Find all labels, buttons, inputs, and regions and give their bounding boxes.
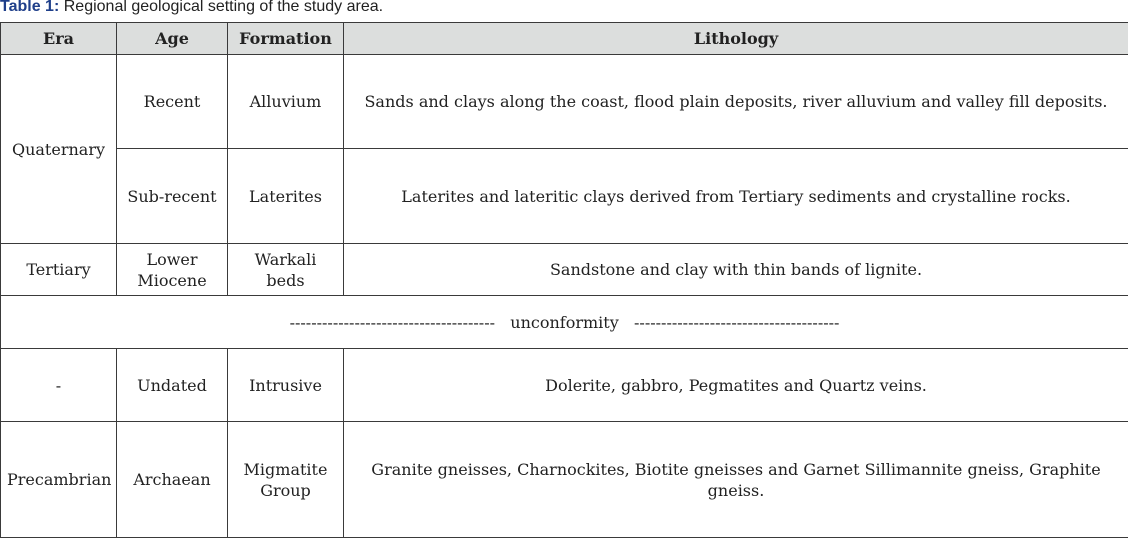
formation-cell: Intrusive [228, 349, 344, 422]
unconformity-dashes-right: -------------------------------------- [634, 312, 840, 332]
unconformity-row [1, 296, 1128, 349]
header-row [1, 23, 1128, 55]
era-cell: Tertiary [1, 244, 117, 296]
table-row [1, 244, 1128, 296]
table-row [1, 422, 1128, 538]
age-cell: Undated [117, 349, 228, 422]
formation-line: Group [260, 480, 311, 500]
header-era: Era [1, 23, 117, 55]
header-formation: Formation [228, 23, 344, 55]
formation-line: Migmatite [243, 459, 328, 479]
lithology-cell: Sandstone and clay with thin bands of lignite. [344, 244, 1128, 296]
table-row [1, 55, 1128, 149]
table-caption [0, 0, 383, 17]
lithology-cell: Granite gneisses, Charnockites, Biotite gneisses and Garnet Sillimannite gneiss, Graphite gneiss. [344, 422, 1128, 538]
geology-table [0, 22, 1128, 538]
formation-line: Warkali [254, 249, 317, 269]
lithology-cell: Sands and clays along the coast, flood plain deposits, river alluvium and valley fill deposits. [344, 55, 1128, 149]
caption-label: Table 1: [0, 0, 60, 15]
age-cell [117, 244, 228, 296]
header-lithology: Lithology [344, 23, 1128, 55]
era-cell: Quaternary [1, 55, 117, 244]
table-row [1, 149, 1128, 244]
formation-line: beds [266, 270, 305, 290]
unconformity-cell [1, 296, 1128, 349]
era-cell: Precambrian [1, 422, 117, 538]
header-age: Age [117, 23, 228, 55]
age-line: Miocene [137, 270, 207, 290]
age-cell: Sub-recent [117, 149, 228, 244]
lithology-cell: Dolerite, gabbro, Pegmatites and Quartz veins. [344, 349, 1128, 422]
unconformity-dashes-left: -------------------------------------- [289, 312, 495, 332]
age-line: Lower [146, 249, 198, 269]
unconformity-label: unconformity [510, 312, 619, 332]
formation-cell: Alluvium [228, 55, 344, 149]
formation-cell [228, 422, 344, 538]
lithology-cell: Laterites and lateritic clays derived from Tertiary sediments and crystalline rocks. [344, 149, 1128, 244]
formation-cell [228, 244, 344, 296]
age-cell: Recent [117, 55, 228, 149]
formation-cell: Laterites [228, 149, 344, 244]
table-row [1, 349, 1128, 422]
era-cell: - [1, 349, 117, 422]
age-cell: Archaean [117, 422, 228, 538]
caption-text: Regional geological setting of the study area. [63, 0, 384, 15]
